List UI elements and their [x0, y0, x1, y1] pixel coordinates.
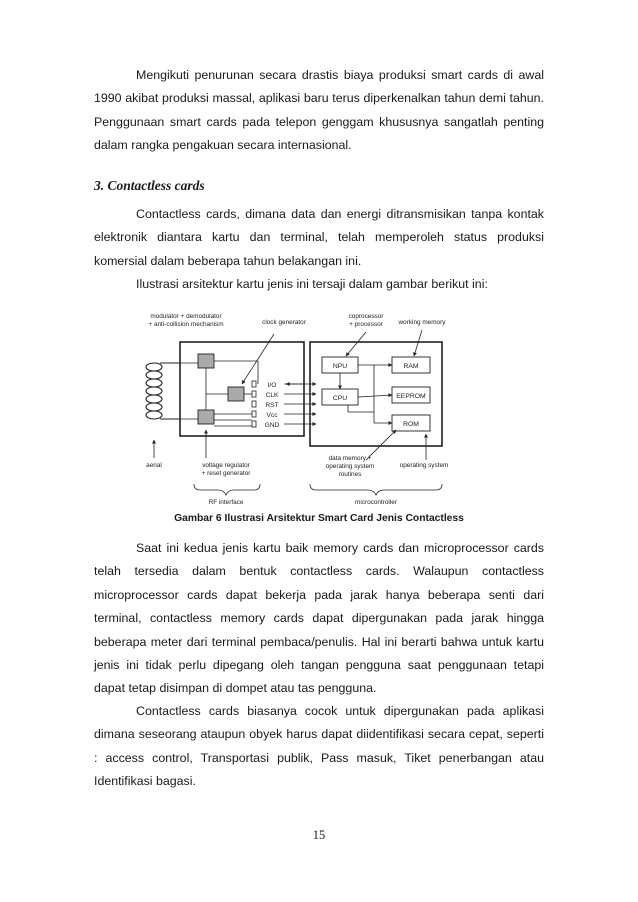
pin-vcc: Vcc	[266, 412, 278, 419]
ram-label: RAM	[403, 363, 419, 370]
label-modulator-line2: + anti-collision mechanism	[148, 321, 224, 328]
eeprom-label: EEPROM	[396, 393, 426, 400]
label-data-memory-line3: routines	[338, 471, 362, 478]
label-coprocessor-line1: coprocessor	[348, 313, 384, 320]
paragraph-intro: Mengikuti penurunan secara drastis biaya produksi smart cards di awal 1990 akibat produksi massal, aplikasi baru terus diperkenalkan tahun demi tahun. Penggunaan smart cards pada telepon genggam khususnya sangatlah penting dalam rangka pengakuan secara internasional.	[94, 68, 544, 153]
label-rf-interface: RF interface	[208, 499, 244, 506]
npu-label: NPU	[332, 363, 348, 370]
label-modulator-line1: modulator + demodulator	[150, 313, 222, 320]
regulator-block	[198, 410, 214, 424]
pin-clk: CLK	[265, 392, 279, 399]
clock-block	[228, 387, 244, 401]
figure-caption: Gambar 6 Ilustrasi Arsitektur Smart Card Jenis Contactless	[174, 513, 464, 524]
cpu-label: CPU	[332, 395, 348, 402]
section-heading: 3. Contactless cards	[94, 178, 205, 193]
label-microcontroller: microcontroller	[355, 499, 397, 506]
rf-internal-wiring	[180, 361, 258, 426]
paragraph-card-types: Saat ini kedua jenis kartu baik memory cards dan microprocessor cards telah tersedia dalam bentuk contactless cards. Walaupun contactless microprocessor cards dapat bekerja pada jarak hanya beberapa senti dari terminal, contactless memory cards dapat dipergunakan pada jarak hingga beberapa meter dari terminal pembaca/penulis. Hal ini berarti bahwa untuk kartu jenis ini tidak perlu dipegang oleh tangan pengguna saat penggunaan tetapi dapat tetap disimpan di dompet atau tas pengguna.	[94, 541, 544, 696]
contactless-architecture-diagram	[134, 312, 474, 508]
rom-label: ROM	[403, 421, 419, 428]
paragraph-illustration-intro: Ilustrasi arsitektur kartu jenis ini tersaji dalam gambar berikut ini:	[136, 277, 488, 291]
antenna-coil-icon	[146, 363, 180, 419]
pin-rst: RST	[265, 402, 279, 409]
label-aerial: aerial	[146, 462, 162, 469]
label-voltage-line1: voltage regulator	[202, 462, 250, 469]
rf-interface-brace	[194, 484, 260, 495]
pin-io: I/O	[267, 382, 277, 389]
paragraph-contactless-definition: Contactless cards, dimana data dan energi ditransmisikan tanpa kontak elektronik diantara kartu dan terminal, telah memperoleh status produksi komersial dalam beberapa tahun belakangan ini.	[94, 207, 544, 268]
pin-pads	[252, 381, 256, 427]
interface-bus-arrows	[284, 384, 316, 424]
microcontroller-brace	[310, 484, 442, 495]
label-working-memory: working memory	[398, 319, 446, 326]
page-number: 15	[312, 828, 326, 842]
paragraph-applications: Contactless cards biasanya cocok untuk dipergunakan pada aplikasi dimana seseorang ataupun obyek harus dapat diidentifikasi secara cepat, seperti : access control, Transportasi publik, Pass masuk, Tiket penerbangan atau Identifikasi bagasi.	[94, 704, 544, 789]
pin-gnd: GND	[264, 422, 280, 429]
label-operating-system: operating system	[399, 462, 449, 469]
label-data-memory-line2: operating system	[325, 463, 375, 470]
label-coprocessor-line2: + processor	[349, 321, 383, 328]
label-voltage-line2: + reset generator	[201, 470, 251, 477]
label-clock-generator: clock generator	[262, 319, 306, 326]
label-data-memory-line1: data memory +	[328, 455, 372, 462]
modulator-block	[198, 354, 214, 368]
